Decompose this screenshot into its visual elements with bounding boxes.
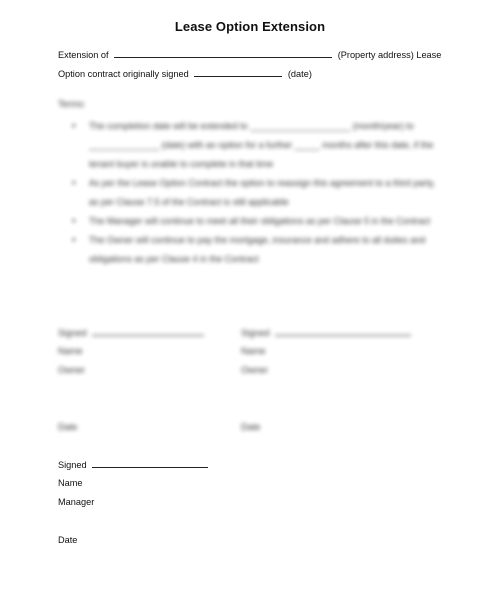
property-address-blank[interactable] xyxy=(114,49,332,58)
signed-label: Signed xyxy=(58,460,87,470)
terms-label: Terms: xyxy=(58,99,86,109)
manager-name-label: Name xyxy=(58,478,83,488)
term-item: • The Owner will continue to pay the mortgage, insurance and adhere to all duties and obligations as per Clause 4 in the Contract xyxy=(72,231,447,269)
owner2-date-label: Date xyxy=(241,422,261,432)
owner1-name-label: Name xyxy=(58,346,83,356)
original-date-blank[interactable] xyxy=(194,68,282,77)
document-title: Lease Option Extension xyxy=(174,19,326,34)
term-item: • As per the Lease Option Contract the option to reassign this agreement to a third party, as per Clause 7.5 of the Contract is still applicable xyxy=(72,174,447,212)
extension-line xyxy=(58,49,441,60)
manager-signature-blank[interactable] xyxy=(92,459,208,468)
originally-signed-line xyxy=(58,68,312,79)
signed-label: Signed xyxy=(241,328,270,338)
terms-list xyxy=(72,117,447,269)
term-item: • The Manager will continue to meet all their obligations as per Clause 5 in the Contract xyxy=(72,212,447,231)
extension-suffix: (Property address) Lease xyxy=(337,50,442,60)
signed-label: Signed xyxy=(58,328,87,338)
manager-role-label: Manager xyxy=(58,497,95,507)
extension-prefix: Extension of xyxy=(58,50,109,60)
manager-signed-line xyxy=(58,459,211,470)
owner2-signature-blank[interactable] xyxy=(275,327,411,336)
owner1-date-label: Date xyxy=(58,422,78,432)
owner1-signed-line xyxy=(58,327,207,338)
manager-date-label: Date xyxy=(58,535,78,545)
owner2-name-label: Name xyxy=(241,346,266,356)
owner1-signature-blank[interactable] xyxy=(92,327,204,336)
owner2-signed-line xyxy=(241,327,414,338)
signed-suffix: (date) xyxy=(287,69,312,79)
owner1-role-label: Owner xyxy=(58,365,86,375)
signed-prefix: Option contract originally signed xyxy=(58,69,189,79)
owner2-role-label: Owner xyxy=(241,365,269,375)
term-item: • The completion date will be extended to ____________________ (month/year) to ______________ (date) with an option for a further _____ months after this date, if the tenant buyer is unable to complete in that time xyxy=(72,117,447,174)
